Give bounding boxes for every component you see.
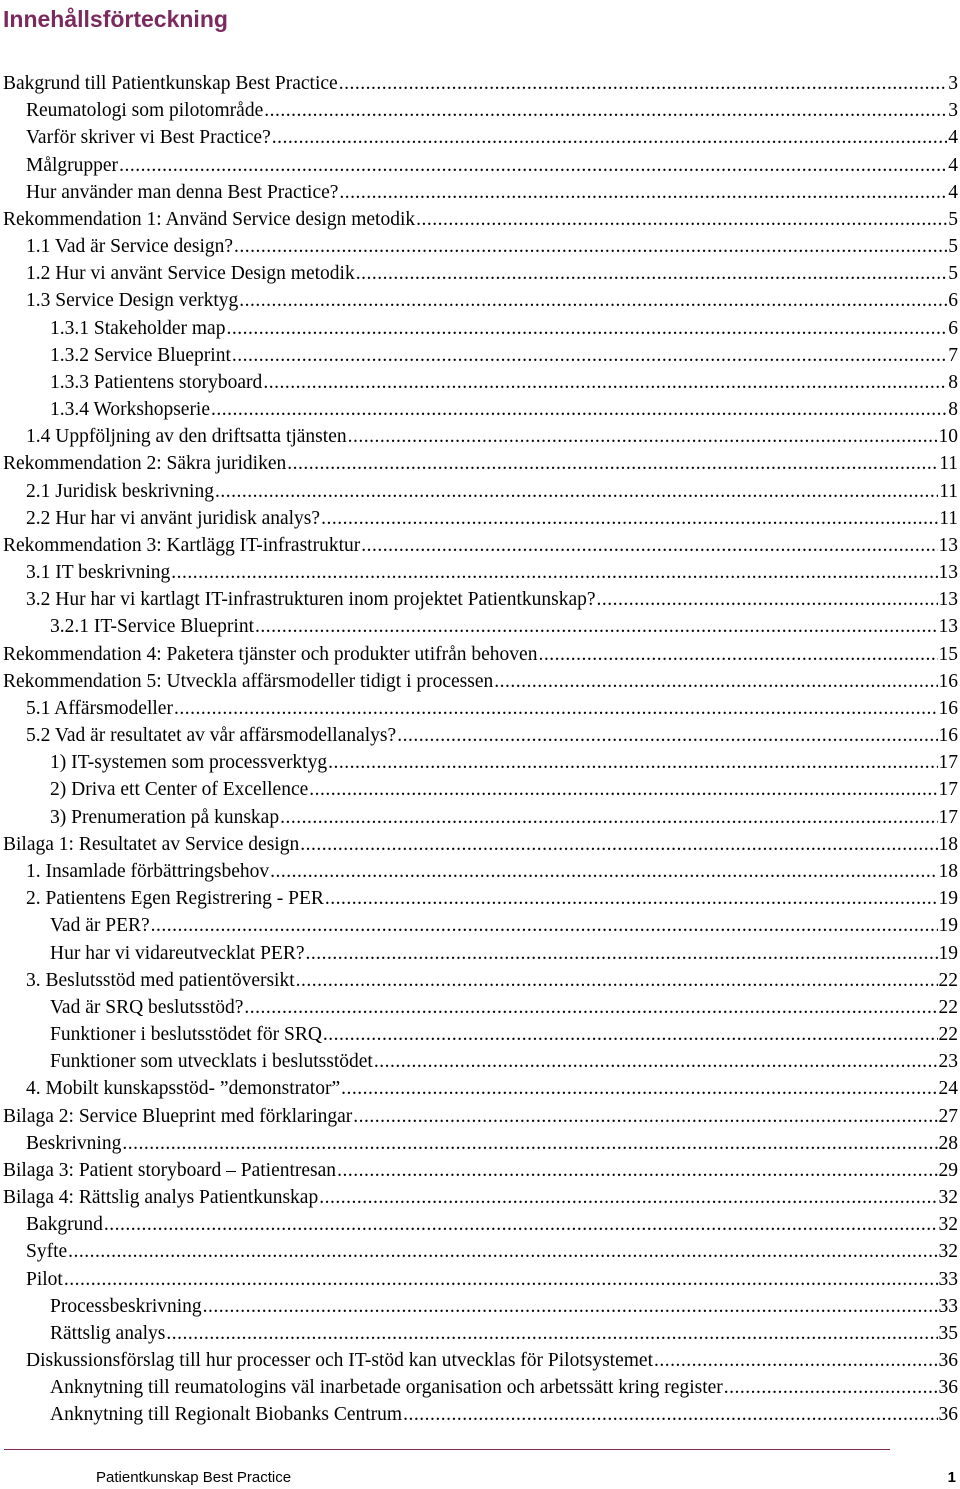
toc-entry-page: 35 [938,1322,958,1344]
toc-entry-label: Rekommendation 1: Använd Service design metodik [3,208,416,230]
toc-entry[interactable] [0,532,960,559]
toc-entry-page: 16 [938,725,958,747]
toc-entry[interactable] [0,1320,960,1347]
toc-dot-leader [300,831,937,858]
toc-entry[interactable] [0,912,960,939]
toc-dot-leader [211,396,947,423]
toc-entry[interactable] [0,260,960,287]
toc-entry-label: 1.3.3 Patientens storyboard [50,371,263,393]
toc-entry-label: Rekommendation 5: Utveckla affärsmodeller tidigt i processen [3,670,494,692]
toc-entry-label: 1.3 Service Design verktyg [26,290,239,312]
toc-entry[interactable] [0,1184,960,1211]
toc-entry[interactable] [0,97,960,124]
toc-dot-leader [348,423,938,450]
toc-entry-page: 17 [938,752,958,774]
toc-entry[interactable] [0,1130,960,1157]
toc-entry-label: Bakgrund [26,1214,103,1236]
toc-entry-label: Vad är PER? [50,915,150,937]
toc-entry-label: Bilaga 4: Rättslig analys Patientkunskap [3,1187,319,1209]
toc-dot-leader [323,1021,938,1048]
toc-entry-label: 1.3.2 Service Blueprint [50,344,231,366]
toc-entry-page: 5 [948,236,958,258]
toc-entry-page: 18 [938,833,958,855]
toc-entry-page: 4 [948,127,958,149]
toc-dot-leader [356,260,948,287]
toc-entry-page: 5 [948,208,958,230]
toc-entry[interactable] [0,804,960,831]
toc-dot-leader [321,505,938,532]
toc-entry-page: 11 [939,507,958,529]
toc-entry-page: 16 [938,697,958,719]
toc-entry[interactable] [0,1103,960,1130]
toc-entry-label: Rekommendation 3: Kartlägg IT-infrastruktur [3,534,361,556]
toc-entry-page: 5 [948,263,958,285]
toc-entry-page: 8 [948,371,958,393]
toc-dot-leader [494,668,937,695]
toc-entry-label: 1) IT-systemen som processverktyg [50,752,328,774]
toc-entry-label: 1.4 Uppföljning av den driftsatta tjänsten [26,426,347,448]
toc-dot-leader [280,804,937,831]
toc-dot-leader [287,450,938,477]
toc-entry[interactable] [0,396,960,423]
toc-entry-label: Funktioner i beslutsstödet för SRQ [50,1024,322,1046]
toc-dot-leader [353,1103,937,1130]
toc-entry[interactable] [0,722,960,749]
toc-dot-leader [263,369,947,396]
toc-entry-page: 15 [938,643,958,665]
toc-dot-leader [597,586,938,613]
toc-dot-leader [416,206,947,233]
toc-dot-leader [538,641,937,668]
toc-dot-leader [119,152,947,179]
toc-dot-leader [361,532,937,559]
toc-dot-leader [325,885,938,912]
toc-entry-label: Rekommendation 2: Säkra juridiken [3,453,287,475]
toc-entry[interactable] [0,994,960,1021]
toc-dot-leader [339,70,948,97]
toc-entry-page: 13 [938,534,958,556]
toc-entry[interactable] [0,885,960,912]
toc-entry[interactable] [0,423,960,450]
toc-entry-label: 1.3.1 Stakeholder map [50,317,226,339]
toc-entry-page: 32 [938,1214,958,1236]
toc-entry-label: 3.2.1 IT-Service Blueprint [50,616,254,638]
toc-entry-page: 36 [938,1350,958,1372]
toc-entry-page: 3 [948,73,958,94]
toc-dot-leader [403,1401,937,1428]
toc-entry[interactable] [0,776,960,803]
toc-entry-page: 13 [938,589,958,611]
toc-entry-page: 19 [938,942,958,964]
toc-dot-leader [374,1048,938,1075]
toc-entry[interactable] [0,179,960,206]
toc-entry-page: 13 [938,562,958,584]
toc-entry[interactable] [0,206,960,233]
toc-dot-leader [306,940,938,967]
toc-dot-leader [296,967,938,994]
toc-dot-leader [171,559,937,586]
toc-entry-page: 16 [938,670,958,692]
toc-entry-page: 33 [938,1268,958,1290]
toc-entry-page: 33 [938,1295,958,1317]
toc-dot-leader [255,613,938,640]
toc-entry-page: 22 [938,996,958,1018]
toc-entry[interactable] [0,315,960,342]
toc-entry-label: Reumatologi som pilotområde [26,100,264,122]
table-of-contents [0,70,960,1429]
toc-entry-label: Anknytning till reumatologins väl inarbetade organisation och arbetssätt kring register [50,1377,723,1399]
toc-entry-page: 27 [938,1105,958,1127]
toc-entry[interactable] [0,1211,960,1238]
toc-entry[interactable] [0,233,960,260]
footer-divider [4,1449,890,1450]
toc-entry[interactable] [0,858,960,885]
toc-entry-label: 2) Driva ett Center of Excellence [50,779,309,801]
toc-dot-leader [397,722,937,749]
toc-dot-leader [244,994,937,1021]
toc-entry-label: Vad är SRQ beslutsstöd? [50,996,244,1018]
toc-dot-leader [215,478,938,505]
toc-dot-leader [724,1374,938,1401]
toc-entry-page: 4 [948,181,958,203]
toc-dot-leader [64,1266,938,1293]
toc-entry-label: 4. Mobilt kunskapsstöd- ”demonstrator” [26,1078,341,1100]
toc-entry-page: 13 [938,616,958,638]
toc-entry[interactable] [0,1347,960,1374]
toc-entry-label: Rättslig analys [50,1322,166,1344]
toc-dot-leader [337,1157,937,1184]
toc-entry[interactable] [0,749,960,776]
toc-entry-label: Beskrivning [26,1132,122,1154]
toc-entry-label: Pilot [26,1268,63,1290]
toc-entry-label: Hur har vi vidareutvecklat PER? [50,942,305,964]
toc-entry-page: 7 [948,344,958,366]
toc-entry-page: 18 [938,860,958,882]
toc-entry-page: 3 [948,100,958,122]
toc-dot-leader [319,1184,937,1211]
toc-entry-label: Bilaga 2: Service Blueprint med förklaringar [3,1105,353,1127]
toc-entry-label: 2.1 Juridisk beskrivning [26,480,214,502]
toc-dot-leader [341,1075,937,1102]
toc-entry[interactable] [0,695,960,722]
toc-entry[interactable] [0,641,960,668]
toc-entry[interactable] [0,1293,960,1320]
toc-entry[interactable] [0,1157,960,1184]
toc-dot-leader [174,695,938,722]
toc-entry[interactable] [0,1021,960,1048]
toc-entry-label: Hur använder man denna Best Practice? [26,181,339,203]
toc-entry[interactable] [0,559,960,586]
toc-entry[interactable] [0,1238,960,1265]
toc-entry-label: 1.1 Vad är Service design? [26,236,234,258]
toc-entry-page: 36 [938,1404,958,1426]
toc-dot-leader [68,1238,937,1265]
toc-entry-page: 19 [938,915,958,937]
toc-entry-label: Bakgrund till Patientkunskap Best Practice [3,73,338,94]
toc-entry[interactable] [0,342,960,369]
toc-entry-page: 6 [948,317,958,339]
toc-dot-leader [239,287,947,314]
toc-entry[interactable] [0,586,960,613]
toc-entry-label: 5.2 Vad är resultatet av vår affärsmodellanalys? [26,725,397,747]
toc-entry-page: 10 [938,426,958,448]
toc-dot-leader [270,858,937,885]
toc-dot-leader [104,1211,938,1238]
toc-entry-page: 29 [938,1159,958,1181]
toc-entry[interactable] [0,967,960,994]
toc-dot-leader [654,1347,938,1374]
toc-entry[interactable] [0,613,960,640]
toc-entry-label: 5.1 Affärsmodeller [26,697,173,719]
toc-dot-leader [151,912,938,939]
toc-entry[interactable] [0,1075,960,1102]
toc-dot-leader [328,749,937,776]
toc-entry[interactable] [0,124,960,151]
toc-entry-label: 2.2 Hur har vi använt juridisk analys? [26,507,321,529]
toc-entry[interactable] [0,70,960,97]
toc-dot-leader [309,776,937,803]
toc-entry-label: Processbeskrivning [50,1295,202,1317]
toc-entry-label: 3) Prenumeration på kunskap [50,806,280,828]
toc-entry-label: 1.2 Hur vi använt Service Design metodik [26,263,355,285]
toc-entry-label: Funktioner som utvecklats i beslutsstödet [50,1051,373,1073]
page-title: Innehållsförteckning [3,6,228,32]
toc-entry-page: 23 [938,1051,958,1073]
toc-entry-label: Rekommendation 4: Paketera tjänster och produkter utifrån behoven [3,643,538,665]
toc-entry[interactable] [0,940,960,967]
toc-entry-page: 11 [939,480,958,502]
toc-entry-page: 17 [938,806,958,828]
toc-dot-leader [203,1293,938,1320]
footer-page-number: 1 [947,1469,956,1486]
toc-entry-page: 6 [948,290,958,312]
toc-entry-label: Bilaga 1: Resultatet av Service design [3,833,300,855]
toc-entry-page: 4 [948,154,958,176]
toc-entry-label: 2. Patientens Egen Registrering - PER [26,888,324,910]
toc-dot-leader [226,315,947,342]
toc-entry-page: 36 [938,1377,958,1399]
toc-entry-page: 32 [938,1241,958,1263]
toc-dot-leader [234,233,947,260]
toc-entry-page: 8 [948,399,958,421]
toc-dot-leader [166,1320,937,1347]
toc-dot-leader [264,97,947,124]
toc-entry[interactable] [0,505,960,532]
toc-entry-page: 22 [938,1024,958,1046]
toc-entry-page: 24 [938,1078,958,1100]
toc-entry[interactable] [0,478,960,505]
toc-entry[interactable] [0,1374,960,1401]
toc-entry-label: Anknytning till Regionalt Biobanks Centrum [50,1404,403,1426]
toc-dot-leader [232,342,947,369]
toc-entry-page: 32 [938,1187,958,1209]
toc-dot-leader [272,124,948,151]
toc-entry-label: 3. Beslutsstöd med patientöversikt [26,969,295,991]
toc-entry[interactable] [0,152,960,179]
toc-entry-label: Diskussionsförslag till hur processer och IT-stöd kan utvecklas för Pilotsystemet [26,1350,653,1372]
toc-entry-label: 1. Insamlade förbättringsbehov [26,860,270,882]
toc-entry-page: 28 [938,1132,958,1154]
toc-dot-leader [122,1130,937,1157]
toc-entry[interactable] [0,1401,960,1428]
toc-entry[interactable] [0,369,960,396]
toc-entry-label: 3.1 IT beskrivning [26,562,171,584]
toc-entry[interactable] [0,287,960,314]
toc-entry-page: 11 [939,453,958,475]
toc-dot-leader [339,179,947,206]
toc-entry[interactable] [0,1266,960,1293]
toc-entry-page: 19 [938,888,958,910]
toc-entry-page: 17 [938,779,958,801]
toc-entry-label: Varför skriver vi Best Practice? [26,127,271,149]
toc-entry[interactable] [0,668,960,695]
toc-entry[interactable] [0,1048,960,1075]
toc-entry-page: 22 [938,969,958,991]
footer-title: Patientkunskap Best Practice [96,1469,292,1486]
toc-entry[interactable] [0,831,960,858]
toc-entry-label: Bilaga 3: Patient storyboard – Patientresan [3,1159,337,1181]
toc-entry-label: Syfte [26,1241,68,1263]
toc-entry-label: 1.3.4 Workshopserie [50,399,211,421]
toc-entry-label: 3.2 Hur har vi kartlagt IT-infrastrukturen inom projektet Patientkunskap? [26,589,596,611]
toc-entry[interactable] [0,450,960,477]
toc-entry-label: Målgrupper [26,154,119,176]
